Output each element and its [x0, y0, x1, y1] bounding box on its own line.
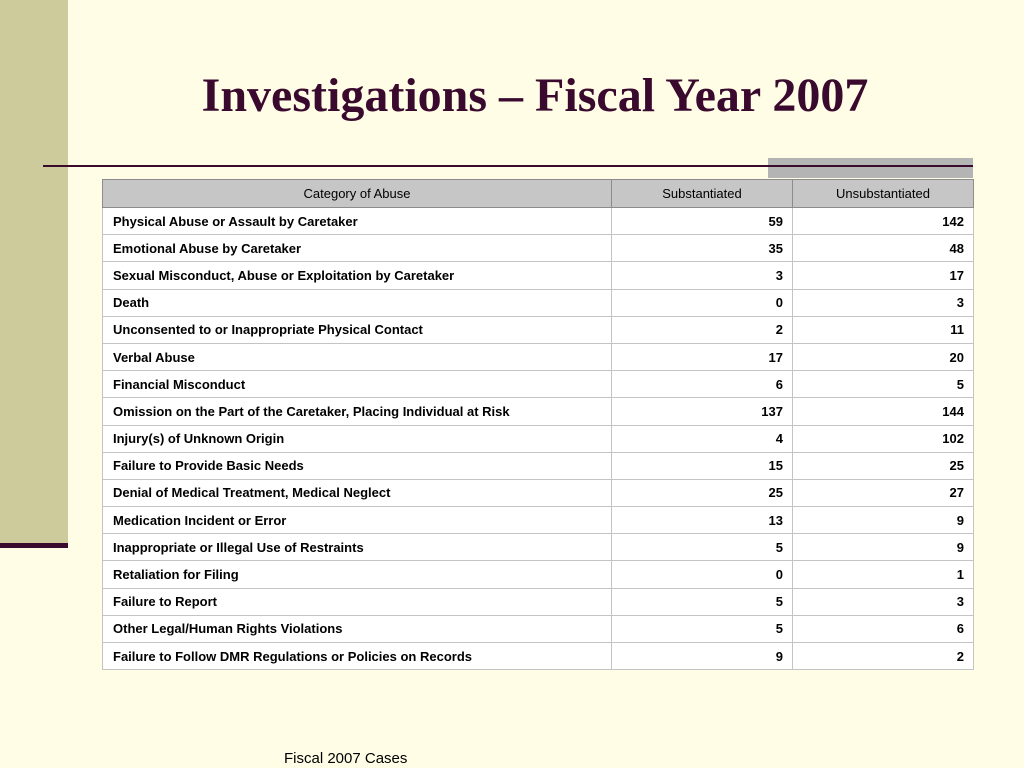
substantiated-cell: 25: [612, 479, 793, 506]
footer-caption: Fiscal 2007 Cases: [284, 750, 408, 767]
table-row: [103, 534, 974, 561]
substantiated-cell: 35: [612, 235, 793, 262]
table-row: [103, 371, 974, 398]
category-cell: Failure to Provide Basic Needs: [103, 452, 612, 479]
unsubstantiated-cell: 20: [793, 343, 974, 370]
category-cell: Retaliation for Filing: [103, 561, 612, 588]
table-row: [103, 588, 974, 615]
category-cell: Sexual Misconduct, Abuse or Exploitation by Caretaker: [103, 262, 612, 289]
unsubstantiated-cell: 11: [793, 316, 974, 343]
table-row: [103, 561, 974, 588]
substantiated-cell: 0: [612, 289, 793, 316]
substantiated-cell: 9: [612, 643, 793, 670]
substantiated-cell: 5: [612, 534, 793, 561]
category-cell: Other Legal/Human Rights Violations: [103, 615, 612, 642]
substantiated-cell: 137: [612, 398, 793, 425]
table-row: [103, 425, 974, 452]
unsubstantiated-cell: 27: [793, 479, 974, 506]
unsubstantiated-cell: 144: [793, 398, 974, 425]
table-row: [103, 452, 974, 479]
unsubstantiated-cell: 3: [793, 588, 974, 615]
title-rule: [43, 165, 973, 167]
unsubstantiated-cell: 1: [793, 561, 974, 588]
table-body: [103, 208, 974, 670]
category-cell: Unconsented to or Inappropriate Physical Contact: [103, 316, 612, 343]
left-band-rule: [0, 543, 68, 548]
substantiated-cell: 5: [612, 615, 793, 642]
table-row: [103, 262, 974, 289]
table-row: [103, 643, 974, 670]
slide-title: Investigations – Fiscal Year 2007: [201, 69, 869, 122]
table-row: [103, 289, 974, 316]
unsubstantiated-cell: 142: [793, 208, 974, 235]
category-cell: Verbal Abuse: [103, 343, 612, 370]
substantiated-cell: 6: [612, 371, 793, 398]
unsubstantiated-cell: 9: [793, 534, 974, 561]
category-cell: Medication Incident or Error: [103, 507, 612, 534]
category-cell: Omission on the Part of the Caretaker, Placing Individual at Risk: [103, 398, 612, 425]
category-cell: Failure to Report: [103, 588, 612, 615]
header-category: Category of Abuse: [103, 180, 612, 208]
category-cell: Denial of Medical Treatment, Medical Neglect: [103, 479, 612, 506]
unsubstantiated-cell: 48: [793, 235, 974, 262]
table-row: [103, 615, 974, 642]
category-cell: Injury(s) of Unknown Origin: [103, 425, 612, 452]
unsubstantiated-cell: 102: [793, 425, 974, 452]
unsubstantiated-cell: 5: [793, 371, 974, 398]
header-substantiated: Substantiated: [612, 180, 793, 208]
substantiated-cell: 59: [612, 208, 793, 235]
substantiated-cell: 5: [612, 588, 793, 615]
substantiated-cell: 13: [612, 507, 793, 534]
category-cell: Physical Abuse or Assault by Caretaker: [103, 208, 612, 235]
category-cell: Emotional Abuse by Caretaker: [103, 235, 612, 262]
category-cell: Financial Misconduct: [103, 371, 612, 398]
substantiated-cell: 4: [612, 425, 793, 452]
unsubstantiated-cell: 6: [793, 615, 974, 642]
unsubstantiated-cell: 9: [793, 507, 974, 534]
substantiated-cell: 0: [612, 561, 793, 588]
table-row: [103, 235, 974, 262]
investigations-table: [102, 179, 974, 670]
substantiated-cell: 2: [612, 316, 793, 343]
table-row: [103, 316, 974, 343]
unsubstantiated-cell: 3: [793, 289, 974, 316]
unsubstantiated-cell: 17: [793, 262, 974, 289]
header-unsubstantiated: Unsubstantiated: [793, 180, 974, 208]
table-header-row: [103, 180, 974, 208]
table-row: [103, 479, 974, 506]
unsubstantiated-cell: 2: [793, 643, 974, 670]
table-row: [103, 208, 974, 235]
substantiated-cell: 3: [612, 262, 793, 289]
table-row: [103, 398, 974, 425]
category-cell: Inappropriate or Illegal Use of Restraints: [103, 534, 612, 561]
table-row: [103, 507, 974, 534]
title-rule-accent: [768, 158, 973, 178]
table-row: [103, 343, 974, 370]
substantiated-cell: 17: [612, 343, 793, 370]
unsubstantiated-cell: 25: [793, 452, 974, 479]
substantiated-cell: 15: [612, 452, 793, 479]
category-cell: Failure to Follow DMR Regulations or Policies on Records: [103, 643, 612, 670]
category-cell: Death: [103, 289, 612, 316]
